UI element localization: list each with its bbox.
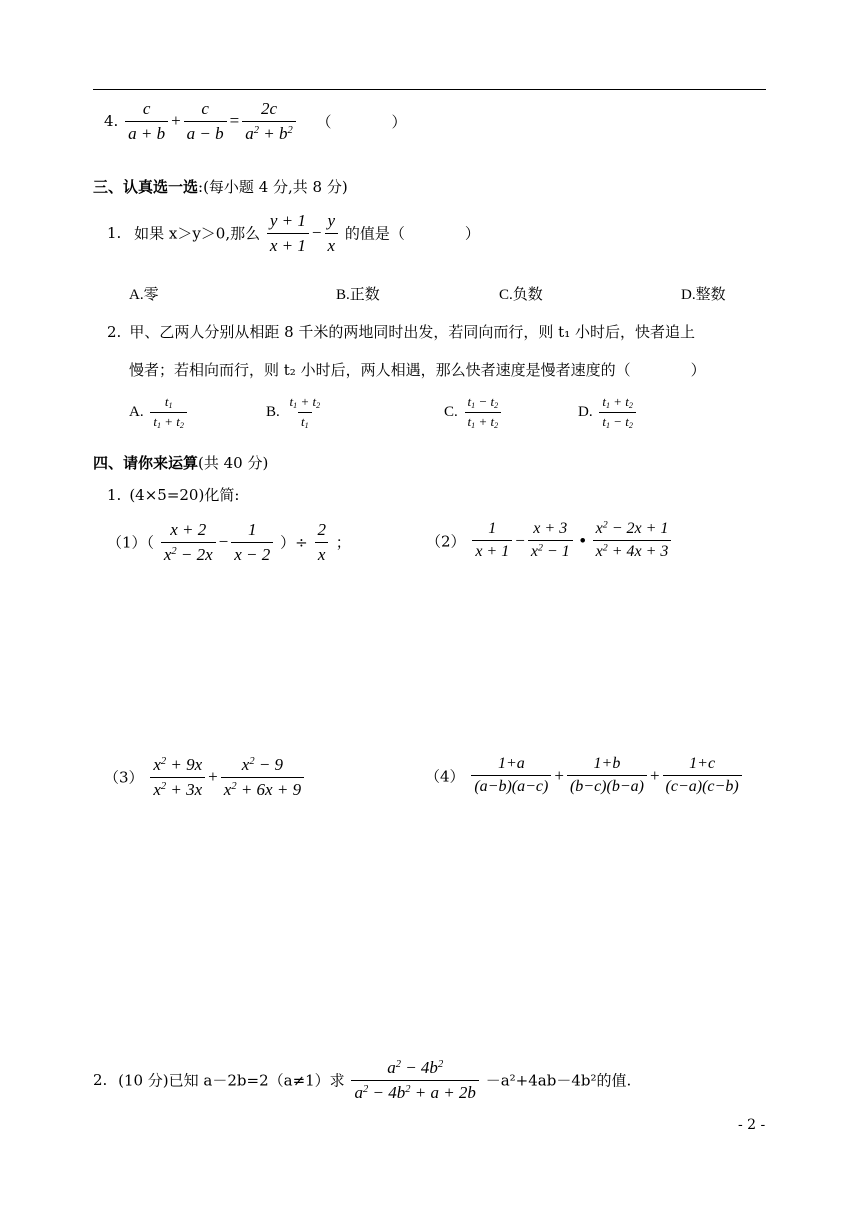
- fraction: $\frac{x + 2}{x^2 - 2x}$: [161, 520, 216, 564]
- subproblem-1: （1）（ $\frac{x + 2}{x^2 - 2x}$ − $\frac{1}{x - 2}$ ）÷ $\frac{2}{x}$ ；: [107, 520, 351, 564]
- fraction: $\frac{1+c}{(c-a)(c-b)}$: [663, 755, 742, 797]
- option-label: C.: [444, 403, 458, 420]
- semicolon: ；: [335, 533, 351, 552]
- question-number: 4.: [104, 112, 119, 131]
- fraction: $\frac{1}{x + 1}$: [472, 520, 512, 562]
- fraction: $\frac{2c}{a^2 + b^2}$: [242, 99, 296, 143]
- question-text: 如果 x＞y＞0,那么: [134, 224, 261, 243]
- section-note: (共 40 分): [198, 454, 269, 472]
- option-label: A.: [129, 403, 144, 420]
- section-3-question-2-line-1: [107, 320, 695, 344]
- section-note: :(每小题 4 分,共 8 分): [198, 178, 348, 196]
- fraction: $\frac{t_1 - t_2}{t_1 + t_2}$: [465, 395, 502, 430]
- fraction: $\frac{1+b}{(b-c)(b-a)}$: [567, 755, 647, 797]
- question-text: (10 分)已知 a－2b=2（a≠1）求: [118, 1071, 345, 1090]
- section-title: 三、认真选一选: [93, 178, 199, 196]
- page-number: - 2 -: [738, 1117, 766, 1133]
- fraction: $\frac{1}{x - 2}$: [231, 520, 273, 564]
- subproblem-4: （4） $\frac{1+a}{(a-b)(a-c)}$ + $\frac{1+b}{(b-c)(b-a)}$ + $\frac{1+c}{(c-a)(c-b)}$: [425, 755, 744, 797]
- fraction: $\frac{t_1 + t_2}{t_1 - t_2}$: [599, 395, 636, 430]
- question-text: (4×5=20)化简:: [129, 486, 240, 504]
- question-text-end: －a²+4ab－4b²的值.: [485, 1071, 632, 1090]
- fraction: $\frac{y}{x}$: [325, 211, 339, 255]
- section-4-heading: [93, 452, 268, 473]
- option-c: C.负数: [499, 287, 543, 303]
- option-b: [266, 395, 325, 430]
- fraction: $\frac{2}{x}$: [314, 520, 329, 564]
- option-label: B.: [266, 403, 280, 420]
- option-c: [444, 395, 503, 430]
- subproblem-label: （1）（: [107, 533, 155, 552]
- question-4: 4. $\frac{c}{a + b}$ + $\frac{c}{a - b}$ = $\frac{2c}{a^2 + b^2}$ （ ）: [104, 99, 407, 143]
- option-b: B.正数: [336, 287, 380, 303]
- option-label: D.: [578, 403, 593, 420]
- option-d: D.整数: [681, 287, 726, 303]
- fraction: $\frac{t_1 + t_2}{t_1}$: [289, 394, 321, 430]
- fraction: $\frac{a^2 - 4b^2}{a^2 - 4b^2 + a + 2b}$: [351, 1058, 478, 1102]
- question-number: 2.: [107, 323, 122, 341]
- answer-parentheses: （ ）: [316, 112, 407, 131]
- question-number: 1.: [107, 486, 122, 504]
- section-3-question-2-line-2: 慢者；若相向而行，则 t₂ 小时后，两人相遇，那么快者速度是慢者速度的（ ）: [129, 361, 706, 379]
- section-title: 四、请你来运算: [93, 454, 199, 472]
- option-a: A.零: [129, 287, 159, 303]
- fraction: $\frac{c}{a + b}$: [125, 99, 168, 143]
- question-number: 1.: [107, 224, 122, 243]
- subproblem-label: （3）: [104, 768, 144, 787]
- fraction: $\frac{c}{a - b}$: [184, 99, 227, 143]
- section-4-question-1: [107, 484, 239, 505]
- section-4-question-2: [93, 1058, 631, 1102]
- fraction: $\frac{t_1}{t_1 + t_2}$: [150, 395, 187, 430]
- subproblem-label: （2）: [426, 532, 466, 551]
- subproblem-label: （4）: [425, 767, 465, 786]
- subproblem-3: （3） $\frac{x^2 + 9x}{x^2 + 3x}$ + $\frac{x^2 - 9}{x^2 + 6x + 9}$: [104, 755, 306, 799]
- fraction: $\frac{y + 1}{x + 1}$: [267, 211, 309, 255]
- question-text: 甲、乙两人分别从相距 8 千米的两地同时出发，若同向而行，则 t₁ 小时后，快者追上: [129, 323, 695, 341]
- fraction: $\frac{x^2 + 9x}{x^2 + 3x}$: [150, 755, 205, 799]
- close-divide: ）÷: [280, 533, 308, 552]
- fraction: $\frac{x + 3}{x^2 - 1}$: [528, 520, 573, 562]
- section-3-heading: [93, 176, 348, 197]
- question-text-end: 的值是（ ）: [344, 224, 480, 243]
- fraction: $\frac{x^2 - 2x + 1}{x^2 + 4x + 3}$: [593, 520, 672, 562]
- fraction: $\frac{x^2 - 9}{x^2 + 6x + 9}$: [221, 755, 304, 799]
- option-d: [578, 395, 638, 430]
- fraction: $\frac{1+a}{(a-b)(a-c)}$: [471, 755, 551, 797]
- header-rule: [93, 89, 766, 90]
- subproblem-2: （2） $\frac{1}{x + 1}$ − $\frac{x + 3}{x^2 - 1}$ • $\frac{x^2 - 2x + 1}{x^2 + 4x + 3}$: [426, 520, 673, 562]
- question-number: 2.: [93, 1071, 108, 1090]
- section-3-question-1: 1. 如果 x＞y＞0,那么 $\frac{y + 1}{x + 1}$ − $\frac{y}{x}$ 的值是（ ）: [107, 211, 480, 255]
- option-a: [129, 395, 189, 430]
